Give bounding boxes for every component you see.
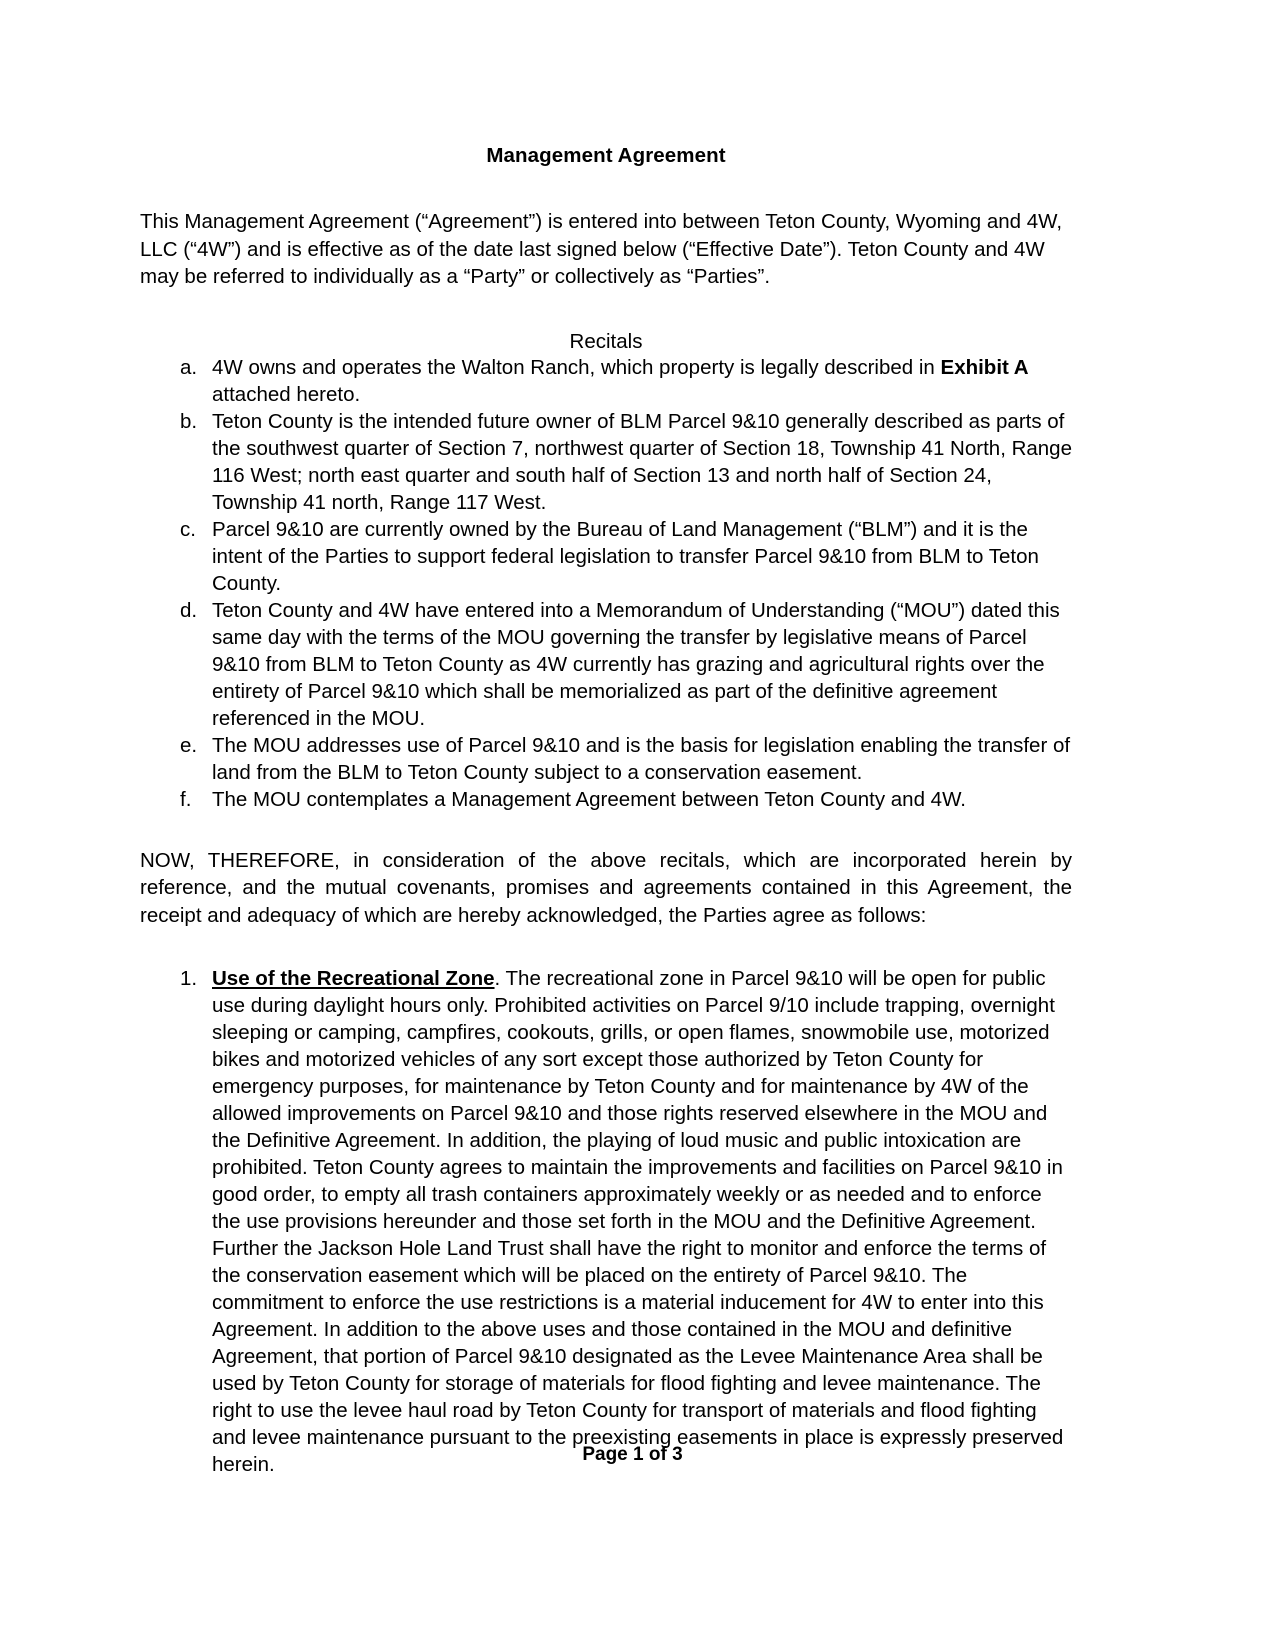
list-item-text: Parcel 9&10 are currently owned by the Bureau of Land Management (“BLM”) and it is the intent of the Parties to support federal legislation to transfer Parcel 9&10 from BLM to Teton County. — [212, 517, 1039, 595]
section-item — [140, 965, 1072, 1478]
sections-list — [140, 965, 1072, 1478]
list-marker: c. — [180, 517, 196, 541]
list-marker: f. — [180, 787, 192, 811]
page-title: Management Agreement — [486, 144, 726, 167]
list-item — [140, 408, 1072, 516]
exhibit-a-reference: Exhibit A — [940, 355, 1029, 379]
list-item-text-before: 4W owns and operates the Walton Ranch, which property is legally described in — [212, 355, 941, 379]
list-item — [140, 597, 1072, 732]
now-therefore-paragraph: NOW, THEREFORE, in consideration of the above recitals, which are incorporated herein by reference, and the mutual covenants, promises and agreements contained in this Agreement, the receipt and adequacy of which are hereby acknowledged, the Parties agree as follows: — [140, 848, 1072, 927]
list-item — [140, 786, 1072, 813]
list-item-text-after: attached hereto. — [212, 382, 361, 406]
list-item-text: The MOU contemplates a Management Agreement between Teton County and 4W. — [212, 787, 966, 811]
list-item-text: Teton County is the intended future owner of BLM Parcel 9&10 generally described as parts of the southwest quarter of Section 7, northwest quarter of Section 18, Township 41 North, Range 116 West; north east quarter and south half of Section 13 and north half of Section 24, Township 41 north, Range 117 West. — [212, 409, 1072, 514]
list-marker: d. — [180, 598, 198, 622]
recitals-heading: Recitals — [569, 329, 643, 353]
document-body — [140, 0, 1072, 1478]
list-marker: b. — [180, 409, 198, 433]
section-body: . The recreational zone in Parcel 9&10 will be open for public use during daylight hours only. Prohibited activities on Parcel 9/10 include trapping, overnight sleeping or camping, campfires, cookouts, grills, or open flames, snowmobile use, motorized bikes and motorized vehicles of any sort except those authorized by Teton County for emergency purposes, for maintenance by Teton County and for maintenance by 4W of the allowed improvements on Parcel 9&10 and those rights reserved elsewhere in the MOU and the Definitive Agreement. In addition, the playing of loud music and public intoxication are prohibited. Teton County agrees to maintain the improvements and facilities on Parcel 9&10 in good order, to empty all trash containers approximately weekly or as needed and to enforce the use provisions hereunder and those set forth in the MOU and the Definitive Agreement. Further the Jackson Hole Land Trust shall have the right to monitor and enforce the terms of the conservation easement which will be placed on the entirety of Parcel 9&10. The commitment to enforce the use restrictions is a material inducement for 4W to enter into this Agreement. In addition to the above uses and those contained in the MOU and definitive Agreement, that portion of Parcel 9&10 designated as the Levee Maintenance Area shall be used by Teton County for storage of materials for flood fighting and levee maintenance. The right to use the levee haul road by Teton County for transport of materials and flood fighting and levee maintenance pursuant to the preexisting easements in place is expressly preserved herein. — [212, 967, 1064, 1476]
list-item — [140, 354, 1072, 408]
intro-paragraph: This Management Agreement (“Agreement”) is entered into between Teton County, Wyoming and 4W, LLC (“4W”) and is effective as of the date last signed below (“Effective Date”). Teton County and 4W may be referred to individually as a “Party” or collectively as “Parties”. — [140, 210, 1063, 288]
section-marker: 1. — [180, 967, 198, 990]
recitals-list — [140, 354, 1072, 813]
list-item — [140, 516, 1072, 597]
list-item-text: The MOU addresses use of Parcel 9&10 and is the basis for legislation enabling the transfer of land from the BLM to Teton County subject to a conservation easement. — [212, 733, 1071, 784]
list-item — [140, 732, 1072, 786]
list-marker: a. — [180, 355, 198, 379]
page-footer: Page 1 of 3 — [582, 1444, 683, 1465]
list-item-text: Teton County and 4W have entered into a Memorandum of Understanding (“MOU”) dated this same day with the terms of the MOU governing the transfer by legislative means of Parcel 9&10 from BLM to Teton County as 4W currently has grazing and agricultural rights over the entirety of Parcel 9&10 which shall be memorialized as part of the definitive agreement referenced in the MOU. — [212, 598, 1060, 730]
list-marker: e. — [180, 733, 198, 757]
section-heading: Use of the Recreational Zone — [212, 967, 495, 990]
